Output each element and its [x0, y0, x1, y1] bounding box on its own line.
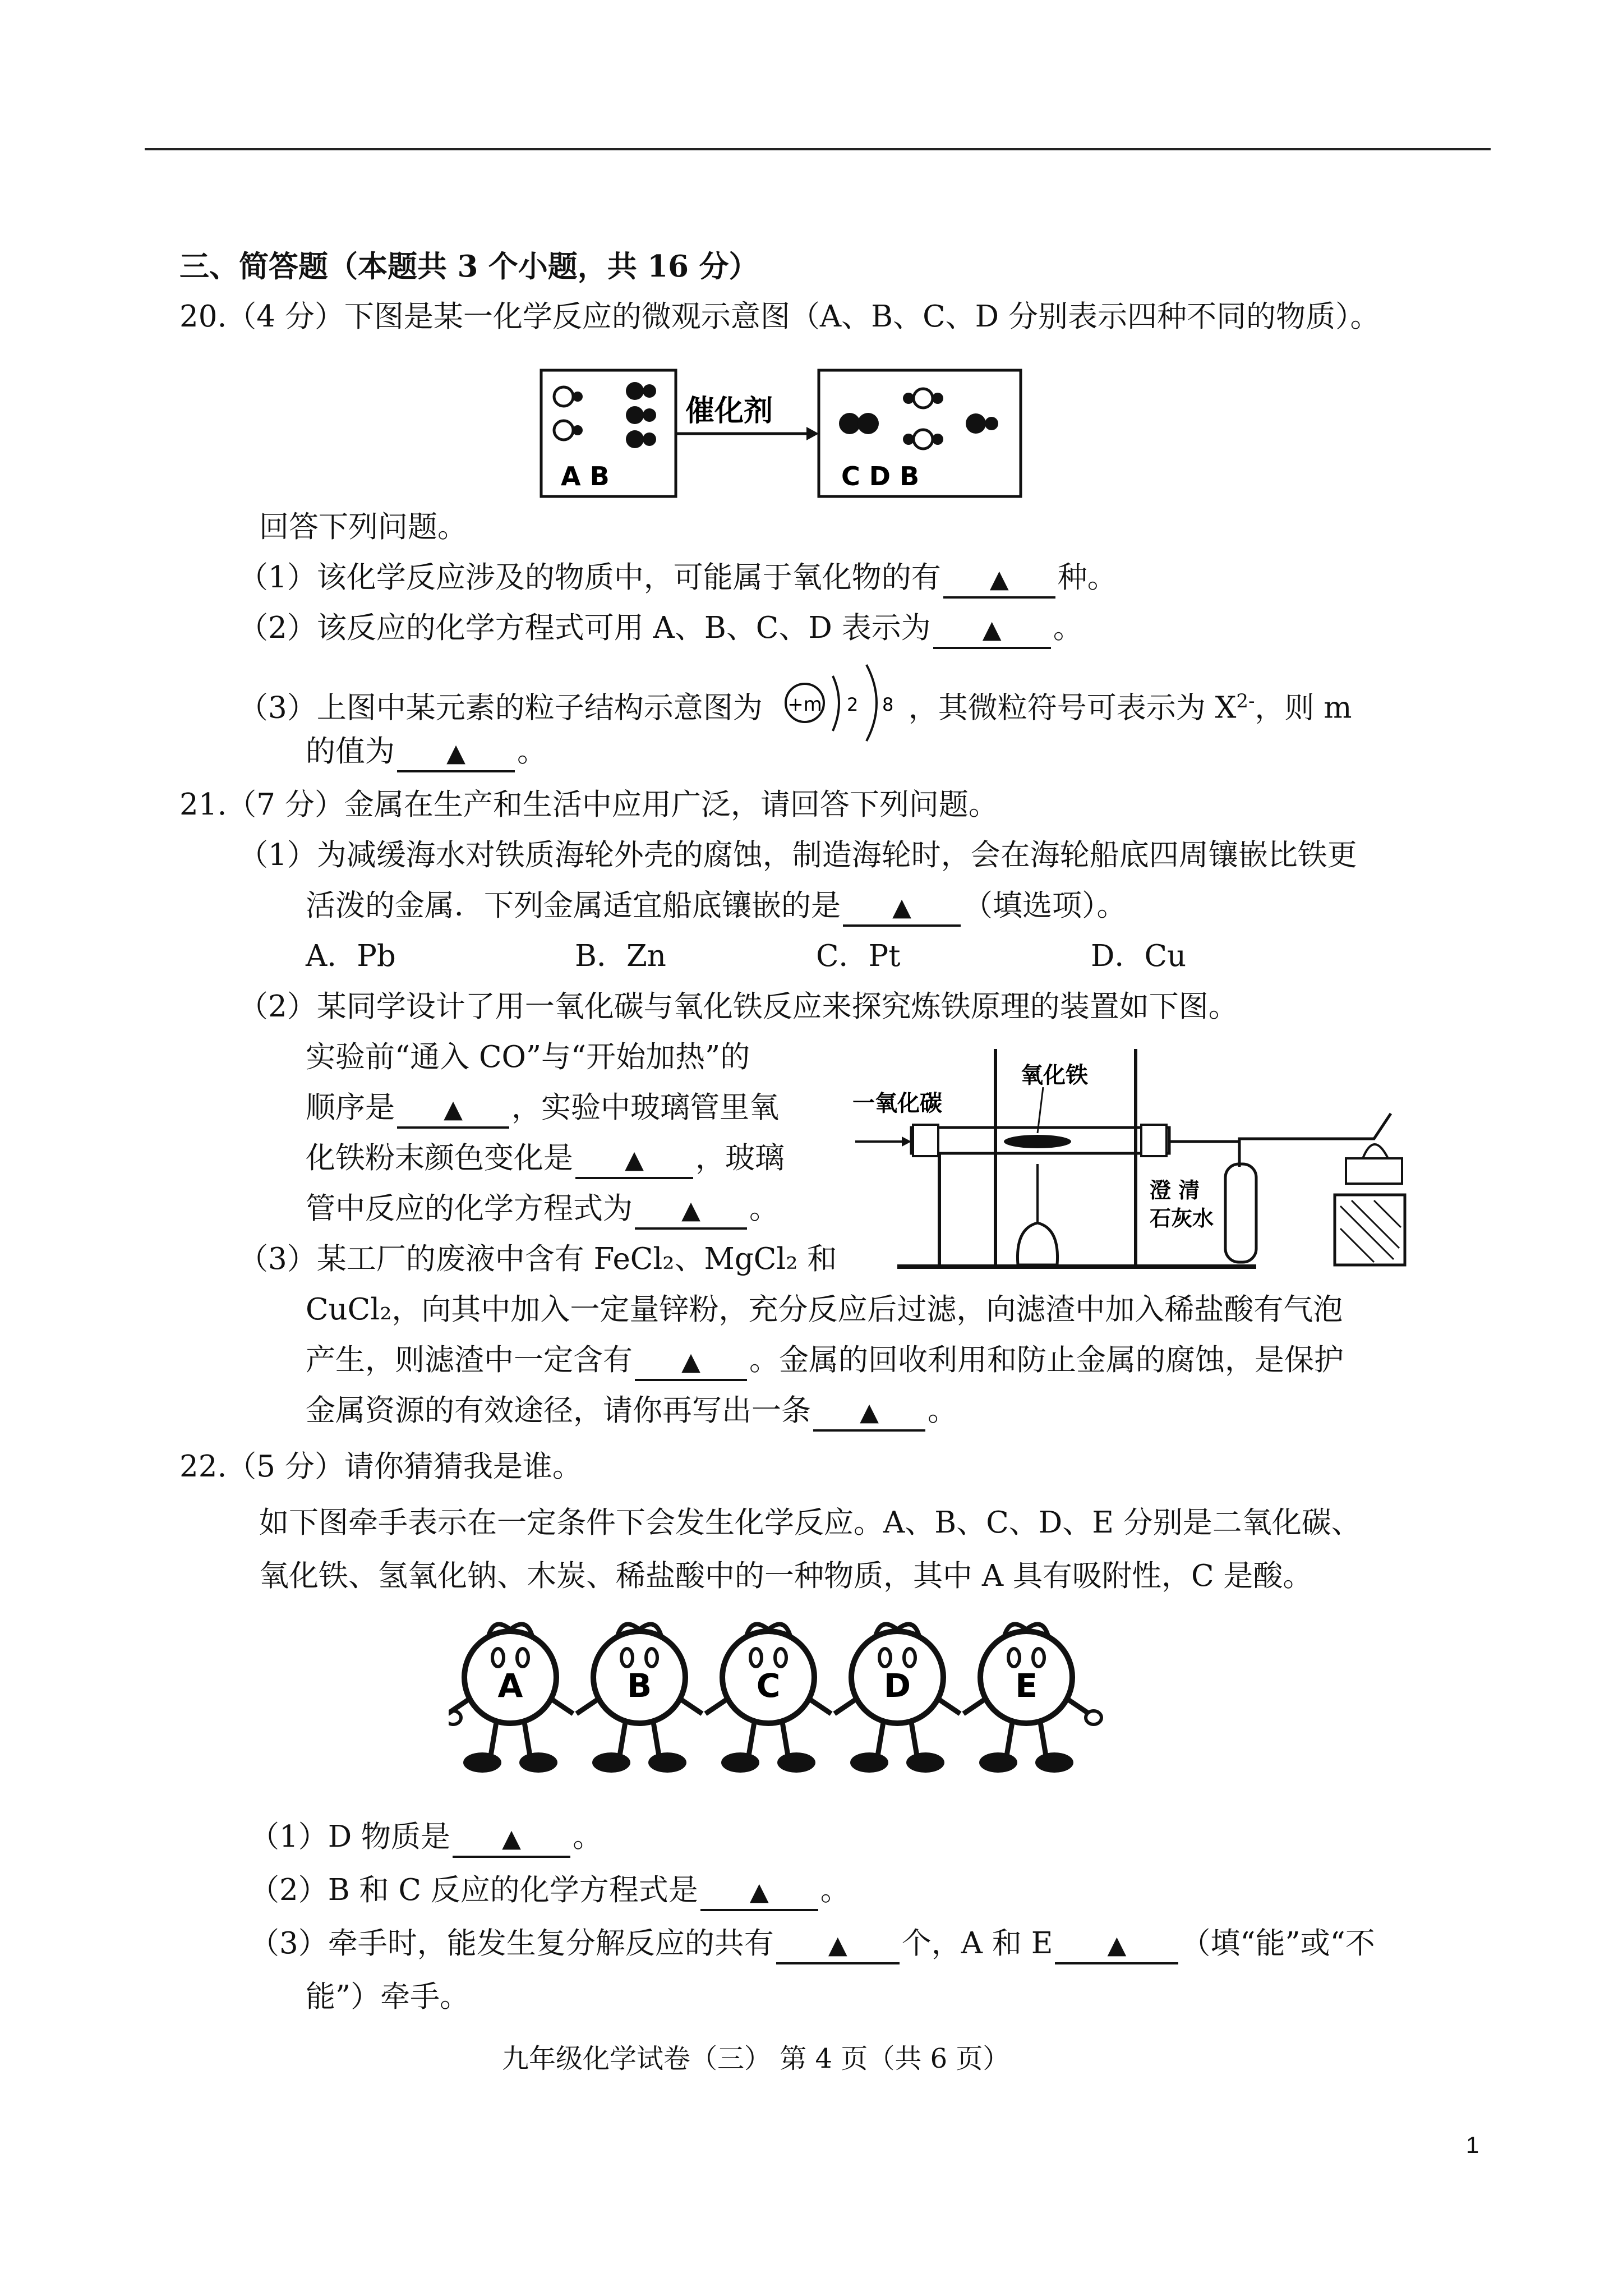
q20-part2: （2）该反应的化学方程式可用 A、B、C、D 表示为 ▲ 。: [238, 609, 1083, 649]
q22-intro-line2: 氧化铁、氢氧化钠、木炭、稀盐酸中的一种物质，其中 A 具有吸附性，C 是酸。: [259, 1559, 1313, 1593]
q21-stem: 21.（7 分）金属在生产和生活中应用广泛，请回答下列问题。: [179, 788, 998, 822]
q20-stem: 20.（4 分）下图是某一化学反应的微观示意图（A、B、C、D 分别表示四种不同的物质）。: [179, 300, 1380, 334]
q22-part1: （1）D 物质是 ▲ 。: [250, 1818, 602, 1858]
figure-a: [449, 1624, 573, 1773]
q22-stem: 22.（5 分）请你猜猜我是谁。: [179, 1450, 582, 1484]
burner-stand: [1335, 1195, 1405, 1265]
q21-part2-line5: 管中反应的化学方程式为 ▲ 。: [306, 1189, 779, 1230]
figure-letter-b: B: [626, 1667, 652, 1705]
q21-option-a: A．Pb: [306, 939, 396, 973]
q20-part3: （3）上图中某元素的粒子结构示意图为 ，其微粒符号可表示为 $X^{2-}$，则 m: [238, 690, 1352, 725]
atomic-structure-diagram: [782, 659, 928, 743]
q21-part2-line2: 实验前“通入 CO”与“开始加热”的: [306, 1040, 750, 1074]
q21-option-d: D．Cu: [1091, 939, 1187, 973]
left-hand: [449, 1711, 461, 1724]
gas-label: 一氧化碳: [852, 1091, 942, 1116]
shell1-label: 2: [847, 694, 859, 715]
q21-part2-line4: 化铁粉末颜色变化是 ▲ ，玻璃: [306, 1139, 785, 1179]
q21-part1-line1: （1）为减缓海水对铁质海轮外壳的腐蚀，制造海轮时，会在海轮船底四周镶嵌比铁更: [238, 838, 1357, 872]
catalyst-label: 催化剂: [685, 394, 773, 428]
header-rule: [145, 148, 1491, 150]
figure-d: [834, 1624, 960, 1773]
iron-oxide-powder: [1004, 1135, 1071, 1148]
q21-option-b: B．Zn: [575, 939, 666, 973]
figure-e: [963, 1624, 1089, 1773]
q20-prompt: 回答下列问题。: [259, 510, 467, 544]
molecule-d-2: [903, 430, 943, 449]
q22-intro-line1: 如下图牵手表示在一定条件下会发生化学反应。A、B、C、D、E 分别是二氧化碳、: [259, 1506, 1361, 1540]
water-label-1: 澄 清: [1150, 1178, 1200, 1203]
molecule-c: [839, 413, 879, 434]
right-labels: C D B: [841, 461, 920, 491]
q21-part2-line3: 顺序是 ▲ ，实验中玻璃管里氧: [306, 1088, 779, 1129]
molecule-b-product: [966, 413, 998, 434]
left-labels: A B: [561, 461, 610, 491]
q20-part3-line2: 的值为 ▲ 。: [306, 732, 547, 772]
section-header: 三、简答题（本题共 3 个小题，共 16 分）: [179, 249, 759, 284]
q21-part3-line1: （3）某工厂的废液中含有 FeCl₂、MgCl₂ 和: [238, 1242, 837, 1276]
figure-c: [706, 1624, 831, 1773]
q21-part3-line3: 产生，则滤渣中一定含有 ▲ 。金属的回收利用和防止金属的腐蚀，是保护: [306, 1341, 1344, 1381]
q21-part1-line2: 活泼的金属．下列金属适宜船底镶嵌的是 ▲ （填选项）。: [306, 886, 1127, 927]
q22-part3-line2: 能”）牵手。: [306, 1980, 470, 2014]
molecule-d-1: [903, 389, 943, 408]
q20-reaction-diagram: [538, 367, 1043, 502]
figure-b: [577, 1624, 702, 1773]
molecule-b-1: [626, 382, 656, 400]
shell2-label: 8: [882, 694, 894, 715]
q21-part3-line4: 金属资源的有效途径，请你再写出一条 ▲ 。: [306, 1391, 957, 1432]
test-tube: [1225, 1164, 1256, 1262]
figure-letter-e: E: [1015, 1667, 1038, 1705]
figure-letter-c: C: [756, 1667, 781, 1705]
oxide-label: 氧化铁: [1021, 1062, 1088, 1088]
molecule-b-2: [626, 406, 656, 424]
figure-letter-a: A: [497, 1667, 523, 1705]
page-footer: 九年级化学试卷（三） 第 4 页（共 6 页）: [502, 2043, 1010, 2074]
hand-holding-figures: [449, 1616, 1122, 1789]
nucleus-label: +m: [787, 693, 822, 716]
q22-part2: （2）B 和 C 反应的化学方程式是 ▲ 。: [250, 1871, 850, 1911]
molecule-a-1: [554, 387, 583, 406]
q22-part3: （3）牵手时，能发生复分解反应的共有 ▲ 个，A 和 E ▲ （填“能”或“不: [250, 1924, 1375, 1964]
alcohol-lamp: [1017, 1223, 1057, 1265]
page-number: 1: [1466, 2132, 1479, 2158]
q20-part1: （1）该化学反应涉及的物质中，可能属于氧化物的有 ▲ 种。: [238, 558, 1117, 599]
figure-letter-d: D: [883, 1667, 911, 1705]
water-label-2: 石灰水: [1150, 1206, 1214, 1231]
co-apparatus-diagram: [852, 1043, 1413, 1279]
q21-part2-line1: （2）某同学设计了用一氧化碳与氧化铁反应来探究炼铁原理的装置如下图。: [238, 990, 1238, 1024]
molecule-b-3: [626, 430, 656, 448]
q21-part3-line2: CuCl₂，向其中加入一定量锌粉，充分反应后过滤，向滤渣中加入稀盐酸有气泡: [306, 1292, 1343, 1327]
q21-option-c: C．Pt: [816, 939, 901, 973]
molecule-a-2: [554, 421, 583, 440]
right-hand: [1086, 1711, 1101, 1724]
